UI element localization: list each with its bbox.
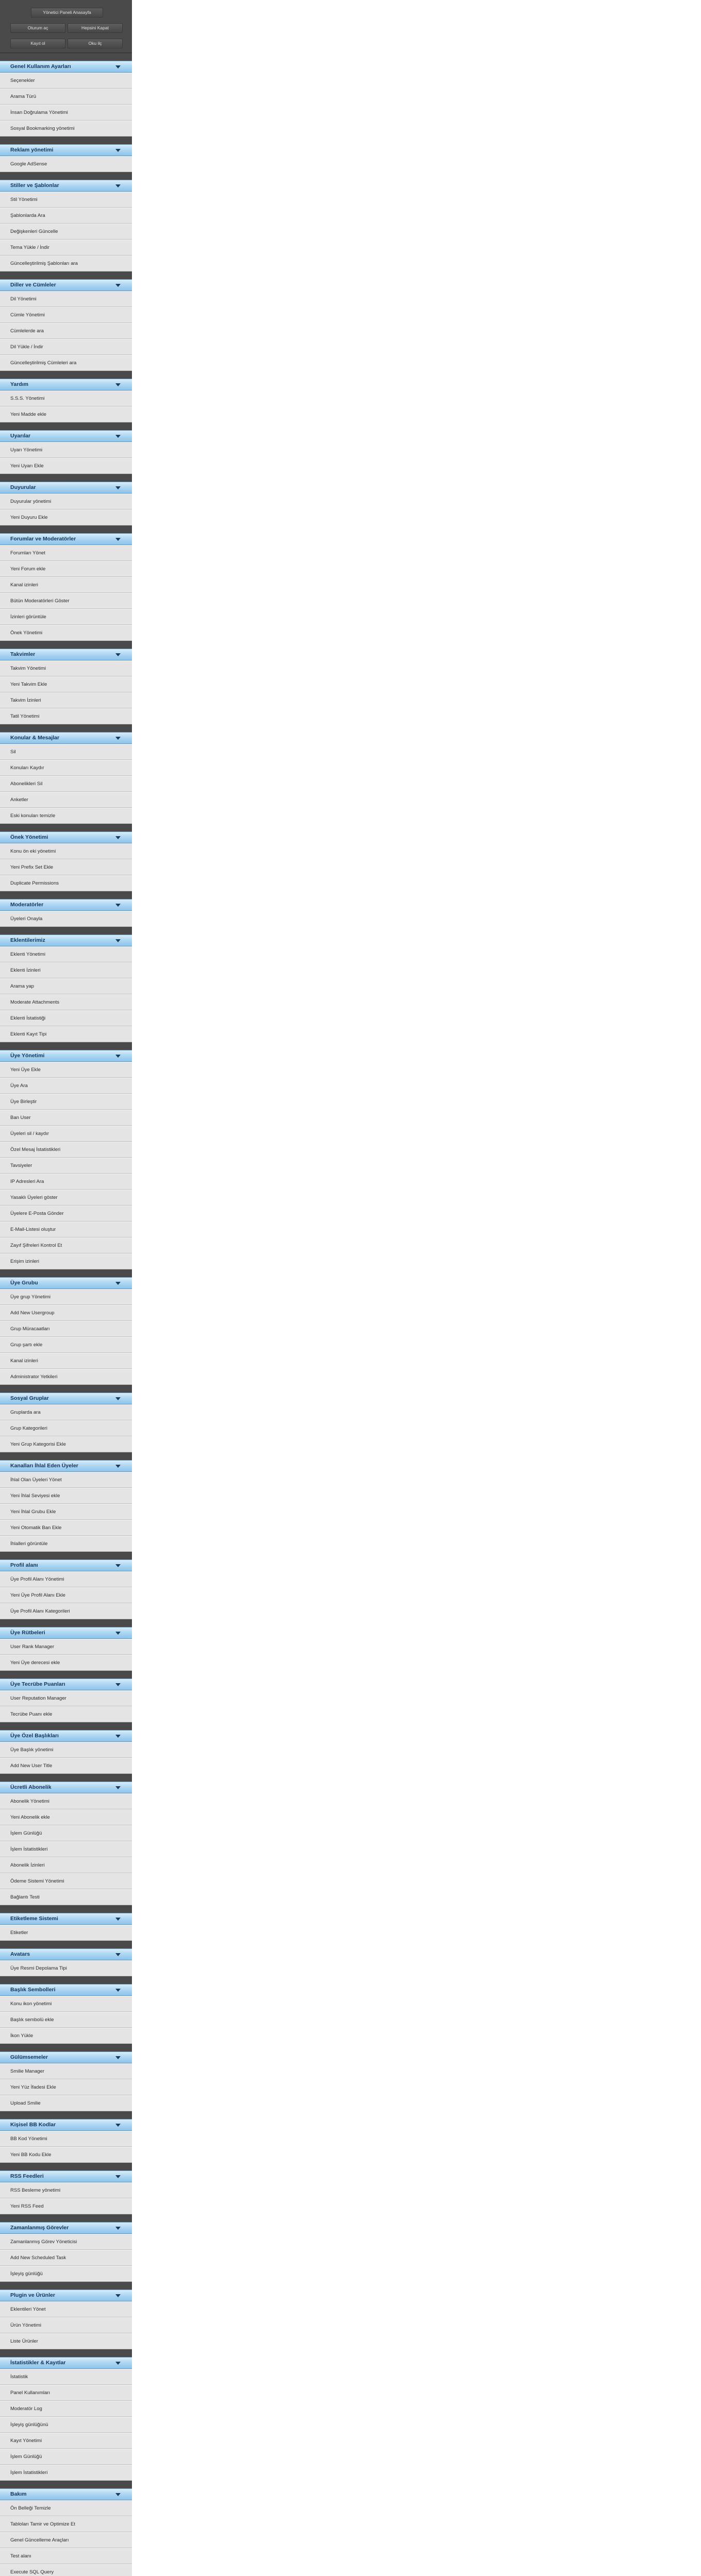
nav-group: [0, 533, 132, 641]
nav-group-header[interactable]: [0, 2290, 132, 2301]
nav-link[interactable]: Liste Ürünler: [0, 2333, 132, 2349]
nav-link[interactable]: Gruplarda ara: [0, 1404, 132, 1420]
nav-link[interactable]: İkon Yükle: [0, 2028, 132, 2044]
group-separator: [0, 2044, 132, 2052]
chevron-down-icon: [115, 184, 121, 188]
nav-group-title: Sosyal Gruplar: [10, 1395, 49, 1401]
nav-link[interactable]: Takvim İzinleri: [0, 692, 132, 708]
nav-link[interactable]: Grup Müracaatları: [0, 1321, 132, 1337]
chevron-down-icon: [115, 149, 121, 152]
nav-link[interactable]: Eklenti Kayıt Tipi: [0, 1026, 132, 1042]
chevron-down-icon: [115, 2493, 121, 2496]
nav-link[interactable]: Upload Smilie: [0, 2095, 132, 2111]
chevron-down-icon: [115, 2175, 121, 2178]
nav-group-header[interactable]: [0, 2171, 132, 2182]
group-separator: [0, 1269, 132, 1277]
nav-group: [0, 732, 132, 824]
nav-link[interactable]: Üye Profil Alanı Kategorileri: [0, 1603, 132, 1619]
nav-link[interactable]: Üyelere E-Posta Gönder: [0, 1206, 132, 1222]
chevron-down-icon: [115, 1564, 121, 1567]
nav-link[interactable]: İşlem İstatistikleri: [0, 1841, 132, 1857]
group-separator: [0, 2481, 132, 2488]
nav-group-title: RSS Feedleri: [10, 2173, 44, 2179]
chevron-down-icon: [115, 904, 121, 907]
nav-link[interactable]: Yeni Takvim Ekle: [0, 676, 132, 692]
group-separator: [0, 172, 132, 180]
nav-link[interactable]: Üye Profil Alanı Yönetimi: [0, 1571, 132, 1587]
nav-link[interactable]: Eklenti İzinleri: [0, 962, 132, 978]
nav-link[interactable]: Test alanı: [0, 2548, 132, 2564]
nav-link[interactable]: Yeni BB Kodu Ekle: [0, 2147, 132, 2163]
nav-group: [0, 899, 132, 927]
nav-link[interactable]: İnsan Doğrulama Yönetimi: [0, 105, 132, 121]
admin-navigation-sidebar: [0, 0, 132, 2576]
nav-link[interactable]: Administrator Yetkileri: [0, 1369, 132, 1385]
nav-link[interactable]: Forumları Yönet: [0, 545, 132, 561]
nav-link[interactable]: Eklentileri Yönet: [0, 2301, 132, 2317]
nav-group-title: Zamanlanmış Görevler: [10, 2225, 69, 2231]
nav-link[interactable]: Google AdSense: [0, 156, 132, 172]
nav-group-title: Stiller ve Şablonlar: [10, 182, 59, 189]
chevron-down-icon: [115, 836, 121, 839]
nav-group-title: Duyurular: [10, 484, 36, 490]
group-separator: [0, 53, 132, 61]
nav-group-header[interactable]: [0, 899, 132, 911]
nav-link[interactable]: Yeni Üye derecesi ekle: [0, 1655, 132, 1671]
group-separator: [0, 2214, 132, 2222]
nav-group: [0, 1277, 132, 1385]
nav-link[interactable]: Takvim Yönetimi: [0, 660, 132, 676]
nav-group-header[interactable]: [0, 1560, 132, 1571]
chevron-down-icon: [115, 939, 121, 942]
group-separator: [0, 1385, 132, 1393]
nav-link[interactable]: IP Adresleri Ara: [0, 1174, 132, 1190]
nav-group-header[interactable]: [0, 430, 132, 442]
nav-link[interactable]: Kanal izinleri: [0, 1353, 132, 1369]
nav-link[interactable]: Değişkenleri Güncelle: [0, 224, 132, 240]
nav-link[interactable]: İşlem Günlüğü: [0, 2449, 132, 2465]
nav-group-header[interactable]: [0, 1948, 132, 1960]
nav-group-title: Gülümsemeler: [10, 2054, 48, 2060]
group-separator: [0, 2282, 132, 2290]
chevron-down-icon: [115, 2362, 121, 2365]
nav-link[interactable]: Tatil Yönetimi: [0, 708, 132, 724]
nav-group-header[interactable]: [0, 533, 132, 545]
chevron-down-icon: [115, 2227, 121, 2230]
chevron-down-icon: [115, 1918, 121, 1921]
chevron-down-icon: [115, 653, 121, 656]
nav-link[interactable]: İşlem İstatistikleri: [0, 2465, 132, 2481]
nav-link[interactable]: Zamanlanmış Görev Yöneticisi: [0, 2234, 132, 2250]
logout-button[interactable]: Oturum aç: [10, 23, 65, 33]
nav-group-header[interactable]: [0, 2222, 132, 2234]
nav-group: [0, 832, 132, 891]
nav-group-header[interactable]: [0, 144, 132, 156]
nav-group-title: Üye Özel Başlıkları: [10, 1733, 59, 1739]
nav-link[interactable]: Grup Kategorileri: [0, 1420, 132, 1436]
nav-link[interactable]: Yeni Prefix Set Ekle: [0, 859, 132, 875]
nav-group: [0, 430, 132, 474]
nav-group: [0, 482, 132, 526]
nav-link[interactable]: Add New Usergroup: [0, 1305, 132, 1321]
nav-link[interactable]: Eski konuları temizle: [0, 808, 132, 824]
nav-group-title: Etiketleme Sistemi: [10, 1916, 58, 1922]
nav-group-header[interactable]: [0, 1277, 132, 1289]
nav-group-title: Bakım: [10, 2491, 27, 2497]
group-separator: [0, 824, 132, 832]
nav-group-header[interactable]: [0, 1050, 132, 1062]
nav-group: [0, 1913, 132, 1941]
nav-link[interactable]: Yeni Forum ekle: [0, 561, 132, 577]
nav-group-header[interactable]: [0, 1730, 132, 1742]
nav-link[interactable]: Yasaklı Üyeleri göster: [0, 1190, 132, 1206]
nav-link[interactable]: Eklenti Yönetimi: [0, 946, 132, 962]
nav-group-title: Forumlar ve Moderatörler: [10, 536, 76, 542]
nav-group-header[interactable]: [0, 2488, 132, 2500]
nav-link[interactable]: Önek Yönetimi: [0, 625, 132, 641]
nav-group-header[interactable]: [0, 2357, 132, 2369]
nav-group: [0, 1679, 132, 1722]
nav-link[interactable]: Panel Kullanımları: [0, 2385, 132, 2401]
chevron-down-icon: [115, 1786, 121, 1789]
nav-group-title: Takvimler: [10, 651, 36, 657]
nav-group-header[interactable]: [0, 1984, 132, 1996]
nav-group-title: Üye Grubu: [10, 1280, 38, 1286]
nav-link[interactable]: Cümlelerde ara: [0, 323, 132, 339]
nav-link[interactable]: Anketler: [0, 792, 132, 808]
nav-group-title: Avatars: [10, 1951, 30, 1957]
nav-link[interactable]: Başlık sembolü ekle: [0, 2012, 132, 2028]
nav-link[interactable]: E-Mail-Listesi oluştur: [0, 1222, 132, 1238]
nav-group-title: Plugin ve Ürünler: [10, 2292, 55, 2298]
nav-group-title: Ücretli Abonelik: [10, 1784, 52, 1790]
nav-group: [0, 2222, 132, 2282]
group-separator: [0, 1941, 132, 1948]
nav-group-title: Kişisel BB Kodlar: [10, 2122, 56, 2128]
nav-link[interactable]: Ban User: [0, 1110, 132, 1126]
nav-link[interactable]: Konu ikon yönetimi: [0, 1996, 132, 2012]
nav-link[interactable]: Grup şartı ekle: [0, 1337, 132, 1353]
nav-group-header[interactable]: [0, 1782, 132, 1793]
chevron-down-icon: [115, 435, 121, 438]
nav-link[interactable]: Etiketler: [0, 1925, 132, 1941]
nav-link[interactable]: Bütün Moderatörleri Göster: [0, 593, 132, 609]
nav-link[interactable]: İzinleri görüntüle: [0, 609, 132, 625]
chevron-down-icon: [115, 1465, 121, 1468]
group-separator: [0, 1722, 132, 1730]
nav-group-header[interactable]: [0, 649, 132, 660]
group-separator: [0, 137, 132, 144]
nav-link[interactable]: Abonelik İzinleri: [0, 1857, 132, 1873]
navigation-groups: [0, 53, 132, 2576]
nav-link[interactable]: Üyeleri sil / kaydır: [0, 1126, 132, 1142]
nav-link[interactable]: Kanal izinleri: [0, 577, 132, 593]
nav-group-title: Uyarılar: [10, 433, 31, 439]
nav-group-title: Reklam yönetimi: [10, 147, 54, 153]
chevron-down-icon: [115, 538, 121, 541]
nav-link[interactable]: Arama Türü: [0, 89, 132, 105]
nav-group: [0, 1393, 132, 1452]
nav-group-header[interactable]: [0, 1679, 132, 1690]
nav-link[interactable]: Seçenekler: [0, 73, 132, 89]
nav-group-header[interactable]: [0, 935, 132, 946]
nav-group-title: Diller ve Cümleler: [10, 282, 56, 288]
nav-group-header[interactable]: [0, 1393, 132, 1404]
nav-group: [0, 1560, 132, 1619]
nav-group-title: Genel Kullanım Ayarları: [10, 63, 71, 70]
read-button[interactable]: Oku ilç: [68, 39, 123, 48]
nav-link[interactable]: User Rank Manager: [0, 1639, 132, 1655]
nav-link[interactable]: User Reputation Manager: [0, 1690, 132, 1706]
nav-group-title: Moderatörler: [10, 902, 44, 908]
nav-link[interactable]: Cümle Yönetimi: [0, 307, 132, 323]
nav-group: [0, 2171, 132, 2214]
nav-link[interactable]: Kayıt Yönetimi: [0, 2433, 132, 2449]
group-separator: [0, 2111, 132, 2119]
nav-link[interactable]: Eklenti İstatistiği: [0, 1010, 132, 1026]
nav-link[interactable]: Abonelik Yönetimi: [0, 1793, 132, 1809]
nav-group: [0, 2290, 132, 2349]
nav-group-title: İstatistikler & Kayıtlar: [10, 2360, 66, 2366]
nav-group: [0, 144, 132, 172]
group-separator: [0, 641, 132, 649]
nav-group-header[interactable]: [0, 61, 132, 73]
chevron-down-icon: [115, 65, 121, 69]
nav-link[interactable]: Ön Belleği Temizle: [0, 2500, 132, 2516]
nav-link[interactable]: Yeni RSS Feed: [0, 2198, 132, 2214]
nav-link[interactable]: Yeni Otomatik Ban Ekle: [0, 1520, 132, 1536]
group-separator: [0, 1619, 132, 1627]
nav-group-title: Üye Rütbeleri: [10, 1630, 45, 1636]
group-separator: [0, 724, 132, 732]
nav-group-header[interactable]: [0, 379, 132, 391]
nav-link[interactable]: İşlem Günlüğü: [0, 1825, 132, 1841]
nav-link[interactable]: Üye Birleştir: [0, 1094, 132, 1110]
chevron-down-icon: [115, 1055, 121, 1058]
chevron-down-icon: [115, 737, 121, 740]
nav-group: [0, 1782, 132, 1905]
chevron-down-icon: [115, 1282, 121, 1285]
nav-group-title: Eklentilerimiz: [10, 937, 45, 943]
nav-link[interactable]: Moderatör Log: [0, 2401, 132, 2417]
nav-link[interactable]: Yeni Madde ekle: [0, 406, 132, 422]
chevron-down-icon: [115, 2056, 121, 2059]
nav-group: [0, 1627, 132, 1671]
group-separator: [0, 474, 132, 482]
chevron-down-icon: [115, 2124, 121, 2127]
control-panel-home-button[interactable]: Yönetici Paneli Anasayfa: [31, 8, 103, 18]
nav-link[interactable]: Yeni Üye Ekle: [0, 1062, 132, 1078]
nav-link[interactable]: RSS Besleme yönetimi: [0, 2182, 132, 2198]
group-separator: [0, 422, 132, 430]
group-separator: [0, 891, 132, 899]
nav-group-header[interactable]: [0, 732, 132, 744]
nav-link[interactable]: Bağlantı Testi: [0, 1889, 132, 1905]
group-separator: [0, 2163, 132, 2171]
nav-link[interactable]: Yeni İhlal Grubu Ekle: [0, 1504, 132, 1520]
nav-group: [0, 1460, 132, 1552]
nav-group-header[interactable]: [0, 2052, 132, 2063]
nav-link[interactable]: Zayıf Şifreleri Kontrol Et: [0, 1238, 132, 1253]
nav-link[interactable]: Yeni Abonelik ekle: [0, 1809, 132, 1825]
collapse-all-button[interactable]: Hepsini Kapat: [68, 23, 123, 33]
group-separator: [0, 1905, 132, 1913]
chevron-down-icon: [115, 486, 121, 489]
chevron-down-icon: [115, 1989, 121, 1992]
nav-link[interactable]: Execute SQL Query: [0, 2564, 132, 2576]
group-separator: [0, 1671, 132, 1679]
chevron-down-icon: [115, 1632, 121, 1635]
nav-link[interactable]: Yeni İhlal Seviyesi ekle: [0, 1488, 132, 1504]
nav-group-header[interactable]: [0, 832, 132, 843]
nav-link[interactable]: İstatistik: [0, 2369, 132, 2385]
group-separator: [0, 1042, 132, 1050]
nav-group-header[interactable]: [0, 279, 132, 291]
nav-link[interactable]: İşleyiş günlüğü: [0, 2266, 132, 2282]
nav-link[interactable]: Ödeme Sistemi Yönetimi: [0, 1873, 132, 1889]
nav-group: [0, 2119, 132, 2163]
nav-link[interactable]: Tabloları Tamir ve Optimize Et: [0, 2516, 132, 2532]
nav-group-title: Kanalları İhlal Eden Üyeler: [10, 1463, 78, 1469]
register-button[interactable]: Kayıt ol: [10, 39, 65, 48]
nav-group-header[interactable]: [0, 1460, 132, 1472]
group-separator: [0, 2349, 132, 2357]
nav-link[interactable]: Konuları Kaydır: [0, 760, 132, 776]
group-separator: [0, 1774, 132, 1782]
chevron-down-icon: [115, 2294, 121, 2297]
nav-group: [0, 379, 132, 422]
nav-group: [0, 1984, 132, 2044]
nav-link[interactable]: Tavsiyeler: [0, 1158, 132, 1174]
nav-group-title: Önek Yönetimi: [10, 834, 48, 840]
nav-link[interactable]: Dil Yükle / İndir: [0, 339, 132, 355]
nav-group: [0, 1730, 132, 1774]
nav-link[interactable]: Duyurular yönetimi: [0, 494, 132, 510]
nav-link[interactable]: Güncelleştirilmiş Cümleleri ara: [0, 355, 132, 371]
nav-group: [0, 61, 132, 137]
nav-link[interactable]: Arama yap: [0, 978, 132, 994]
nav-link[interactable]: Üye grup Yönetimi: [0, 1289, 132, 1305]
nav-link[interactable]: Şablonlarda Ara: [0, 208, 132, 224]
nav-group: [0, 279, 132, 371]
nav-link[interactable]: Konu ön eki yönetimi: [0, 843, 132, 859]
nav-group: [0, 2357, 132, 2481]
nav-group-title: Üye Tecrübe Puanları: [10, 1681, 65, 1687]
nav-group: [0, 1050, 132, 1269]
chevron-down-icon: [115, 1735, 121, 1738]
nav-link[interactable]: Smilie Manager: [0, 2063, 132, 2079]
nav-link[interactable]: Yeni Yüz İfadesi Ekle: [0, 2079, 132, 2095]
group-separator: [0, 1976, 132, 1984]
group-separator: [0, 526, 132, 533]
nav-link[interactable]: İşleyiş günlüğünü: [0, 2417, 132, 2433]
nav-group: [0, 935, 132, 1042]
nav-group: [0, 2052, 132, 2111]
nav-link[interactable]: Sil: [0, 744, 132, 760]
nav-link[interactable]: Uyarı Yönetimi: [0, 442, 132, 458]
nav-link[interactable]: Add New User Title: [0, 1758, 132, 1774]
nav-link[interactable]: İhlalleri görüntüle: [0, 1536, 132, 1552]
nav-link[interactable]: Dil Yönetimi: [0, 291, 132, 307]
chevron-down-icon: [115, 1397, 121, 1400]
nav-group-title: Yardım: [10, 381, 29, 387]
chevron-down-icon: [115, 284, 121, 287]
group-separator: [0, 371, 132, 379]
nav-group-title: Üye Yönetimi: [10, 1053, 45, 1059]
nav-link[interactable]: Üye Resmi Depolama Tipi: [0, 1960, 132, 1976]
nav-link[interactable]: Duplicate Permissions: [0, 875, 132, 891]
nav-group-title: Profil alanı: [10, 1562, 38, 1568]
nav-link[interactable]: Tema Yükle / İndir: [0, 240, 132, 256]
nav-link[interactable]: Üye Başlık yönetimi: [0, 1742, 132, 1758]
nav-group: [0, 180, 132, 272]
control-panel-header: [0, 0, 132, 53]
chevron-down-icon: [115, 1683, 121, 1686]
nav-link[interactable]: Yeni Üye Profil Alanı Ekle: [0, 1587, 132, 1603]
chevron-down-icon: [115, 383, 121, 386]
nav-group: [0, 2488, 132, 2576]
group-separator: [0, 927, 132, 935]
nav-link[interactable]: Yeni Uyarı Ekle: [0, 458, 132, 474]
nav-link[interactable]: Stil Yönetimi: [0, 192, 132, 208]
nav-link[interactable]: Tecrübe Puanı ekle: [0, 1706, 132, 1722]
nav-group-header[interactable]: [0, 482, 132, 494]
nav-link[interactable]: Moderate Attachments: [0, 994, 132, 1010]
nav-group-header[interactable]: [0, 2119, 132, 2131]
nav-link[interactable]: Yeni Duyuru Ekle: [0, 510, 132, 526]
nav-link[interactable]: İhlal Olan Üyeleri Yönet: [0, 1472, 132, 1488]
nav-group-title: Konular & Mesajlar: [10, 735, 60, 741]
nav-link[interactable]: Genel Güncelleme Araçları: [0, 2532, 132, 2548]
nav-group: [0, 649, 132, 724]
nav-link[interactable]: Yeni Grup Kategorisi Ekle: [0, 1436, 132, 1452]
nav-link[interactable]: Güncelleştirilmiş Şablonları ara: [0, 256, 132, 272]
nav-group-header[interactable]: [0, 180, 132, 192]
nav-link[interactable]: Üye Ara: [0, 1078, 132, 1094]
group-separator: [0, 1552, 132, 1560]
group-separator: [0, 1452, 132, 1460]
nav-link[interactable]: Üyeleri Onayla: [0, 911, 132, 927]
group-separator: [0, 272, 132, 279]
chevron-down-icon: [115, 1953, 121, 1956]
nav-link[interactable]: Sosyal Bookmarking yönetimi: [0, 121, 132, 137]
nav-link[interactable]: Özel Mesaj İstatistikleri: [0, 1142, 132, 1158]
nav-group-header[interactable]: [0, 1913, 132, 1925]
nav-link[interactable]: Erişim izinleri: [0, 1253, 132, 1269]
nav-link[interactable]: Ürün Yönetimi: [0, 2317, 132, 2333]
nav-link[interactable]: Abonelikleri Sil: [0, 776, 132, 792]
nav-group-title: Başlık Sembolleri: [10, 1987, 56, 1993]
nav-link[interactable]: Add New Scheduled Task: [0, 2250, 132, 2266]
nav-link[interactable]: BB Kod Yönetimi: [0, 2131, 132, 2147]
nav-link[interactable]: S.S.S. Yönetimi: [0, 391, 132, 406]
nav-group: [0, 1948, 132, 1976]
nav-group-header[interactable]: [0, 1627, 132, 1639]
